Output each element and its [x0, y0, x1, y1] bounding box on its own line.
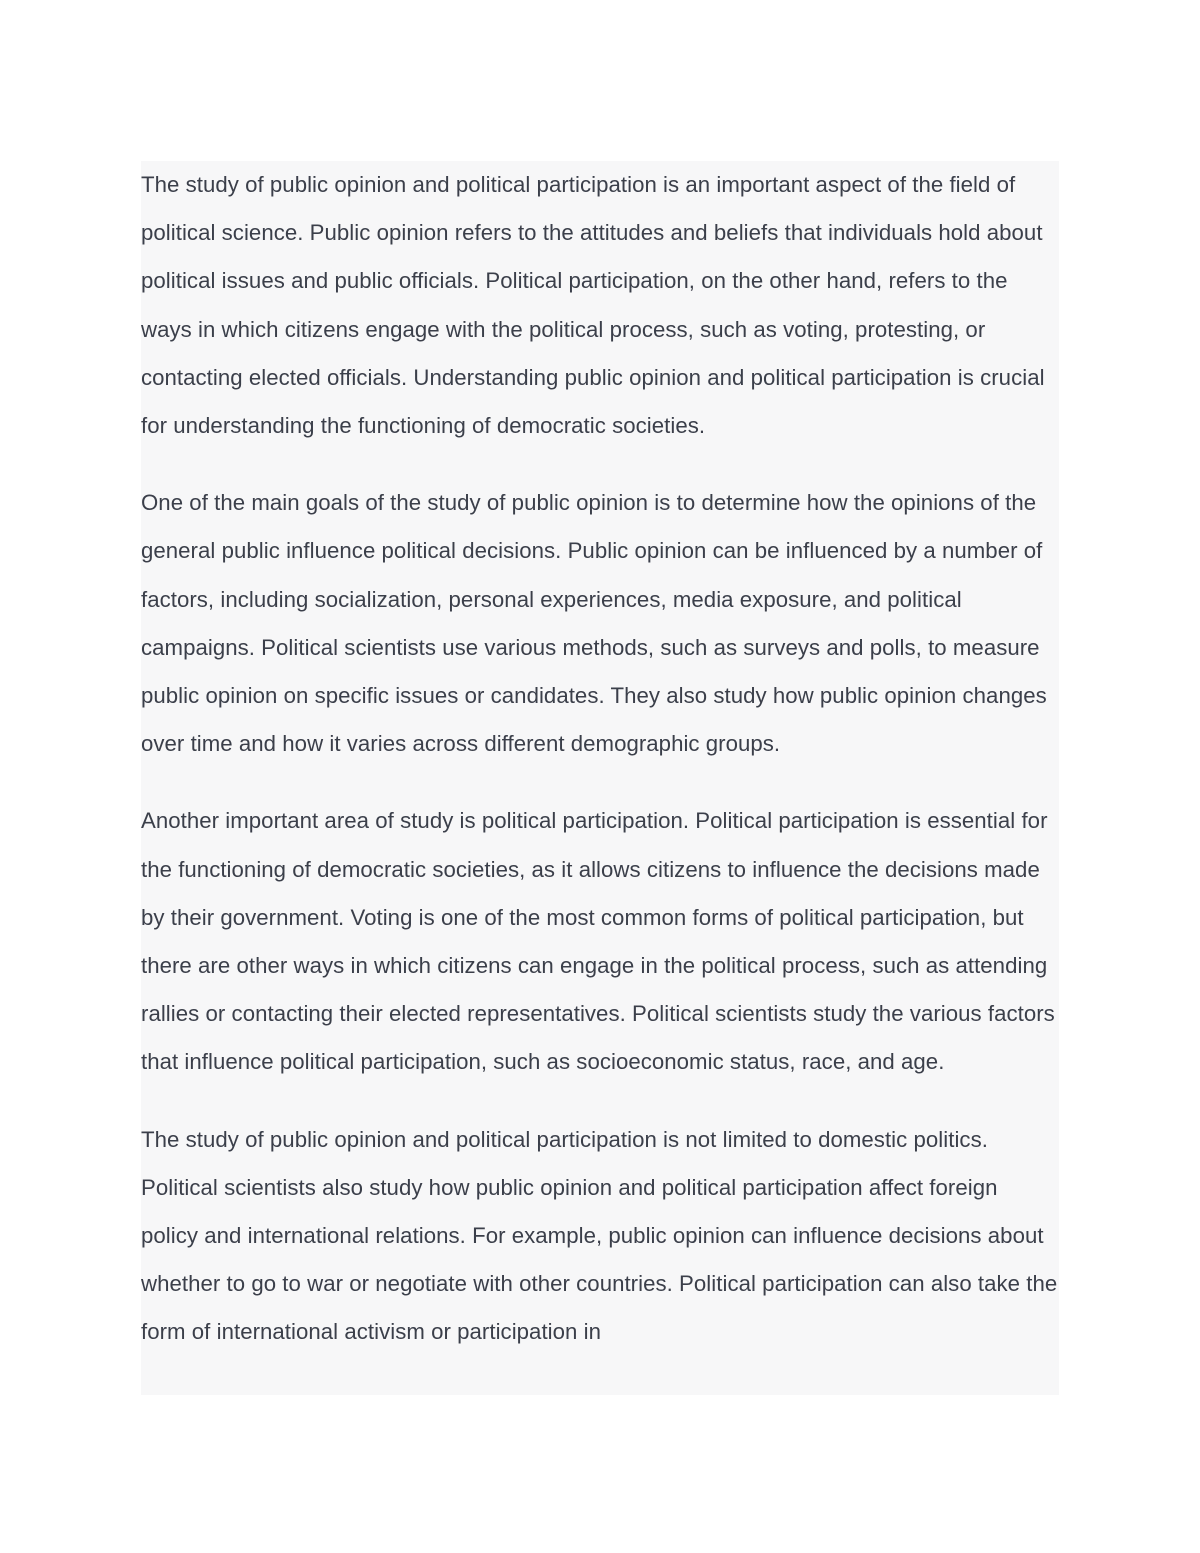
paragraph-4: The study of public opinion and political participation is not limited to domestic politics. Political scientists also study how public opinion and political participation affect foreign policy and international relations. For example, public opinion can influence decisions about whether to go to war or negotiate with other countries. Political participation can also take the form of international activism or participation in [141, 1126, 1058, 1345]
text-block [141, 161, 1059, 1395]
paragraph-3: Another important area of study is political participation. Political participation is essential for the functioning of democratic societies, as it allows citizens to influence the decisions made by their government. Voting is one of the most common forms of political participation, but there are other ways in which citizens can engage in the political process, such as attending rallies or contacting their elected representatives. Political scientists study the various factors that influence political participation, such as socioeconomic status, race, and age. [141, 808, 1055, 1075]
paragraph-2: One of the main goals of the study of public opinion is to determine how the opinions of the general public influence political decisions. Public opinion can be influenced by a number of factors, including socialization, personal experiences, media exposure, and political campaigns. Political scientists use various methods, such as surveys and polls, to measure public opinion on specific issues or candidates. They also study how public opinion changes over time and how it varies across different demographic groups. [141, 490, 1047, 757]
paragraph-1: The study of public opinion and political participation is an important aspect of the field of political science. Public opinion refers to the attitudes and beliefs that individuals hold about political issues and public officials. Political participation, on the other hand, refers to the ways in which citizens engage with the political process, such as voting, protesting, or contacting elected officials. Understanding public opinion and political participation is crucial for understanding the functioning of democratic societies. [141, 172, 1045, 439]
